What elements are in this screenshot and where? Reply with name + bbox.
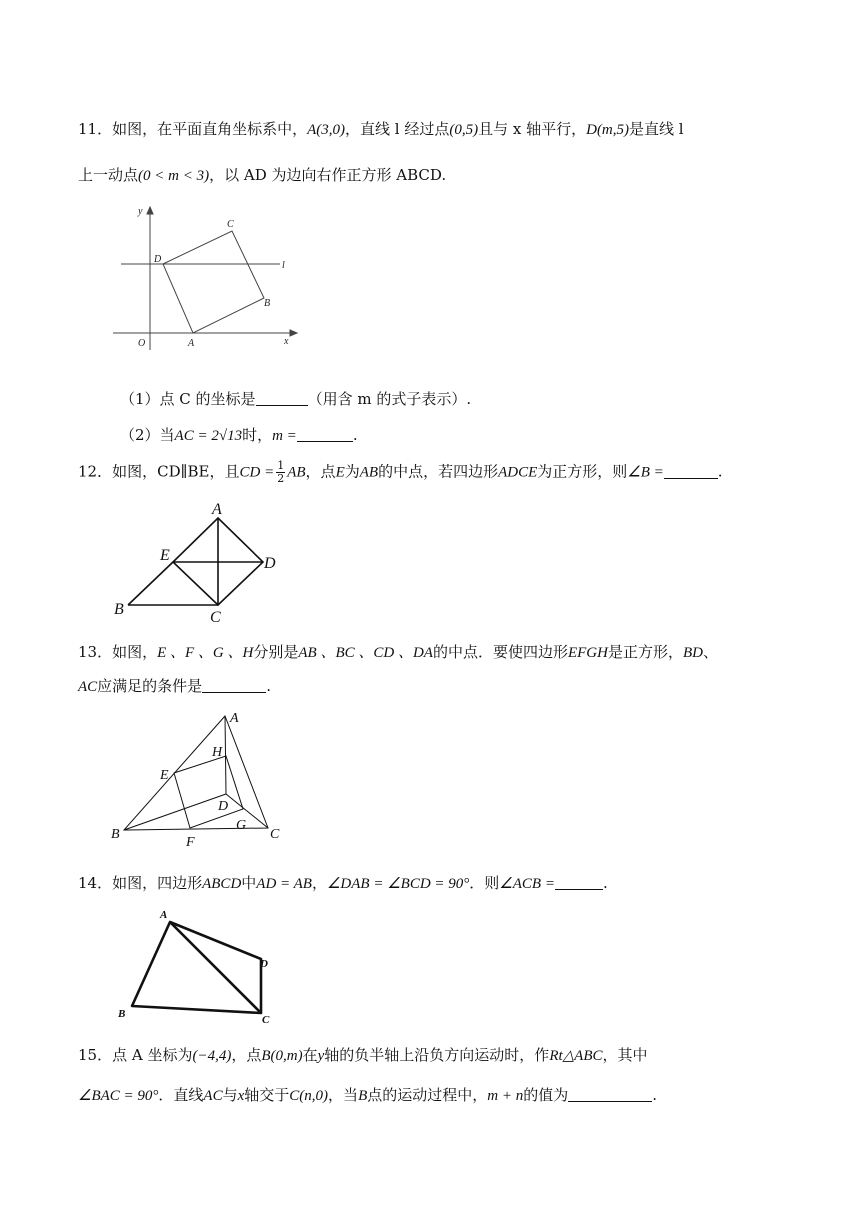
q12-frac-den: 2 — [277, 472, 285, 485]
q12-fraction — [276, 460, 285, 485]
q12-text-4: 的中点，若四边形 — [378, 462, 499, 481]
q14-text-2: 中 — [241, 874, 257, 892]
q11-label-a: A — [188, 338, 195, 349]
q11-figure — [108, 200, 308, 370]
q12-label-e: E — [160, 547, 170, 564]
q13-quad-efgh — [174, 756, 243, 828]
q12-ab: AB — [287, 464, 306, 481]
q12-end: . — [717, 462, 723, 481]
q13-vars: E 、F 、G 、H — [157, 645, 254, 661]
q12-label-d: D — [264, 555, 276, 572]
q13-line2 — [78, 675, 271, 696]
q11-text-1: 如图，在平面直角坐标系中， — [112, 120, 308, 138]
q11-text-3: 且与 x 轴平行， — [478, 120, 587, 138]
q15-text-5: ，其中 — [602, 1046, 648, 1064]
q13-label-b: B — [111, 827, 120, 842]
q14-end: . — [602, 874, 608, 892]
q15-rt-triangle: Rt△ABC — [549, 1048, 603, 1064]
q12-segment-eb — [128, 562, 173, 605]
q12-answer-blank[interactable] — [664, 464, 718, 479]
q11-y-arrow-icon — [147, 207, 153, 214]
q13-segs: AB 、BC 、CD 、DA — [298, 645, 433, 661]
q11-sub2-eq: AC = 2√13 — [174, 428, 243, 444]
q11-answer-blank-2[interactable] — [297, 427, 353, 442]
q14-label-a: A — [160, 909, 168, 921]
q12-text-5: 为正方形，则 — [537, 462, 628, 481]
q14-eq1: AD = AB — [256, 876, 312, 892]
q15-angle: ∠BAC = 90° — [78, 1088, 159, 1104]
q15-text-4: 轴的负半轴上沿负方向运动时，作 — [324, 1046, 550, 1064]
q15-point-b: B(0,m) — [261, 1048, 303, 1064]
q15-text-3: 在 — [302, 1046, 318, 1064]
q13-label-f: F — [186, 835, 195, 850]
q13-label-e: E — [160, 768, 169, 783]
q15-ac: AC — [203, 1088, 223, 1104]
q14-text-4: ．则 — [469, 874, 500, 892]
q13-text-3: 的中点．要使四边形 — [432, 643, 568, 661]
q15-text-10: 点的运动过程中， — [367, 1086, 488, 1104]
q14-label-c: C — [262, 1014, 270, 1026]
q14-label-d: D — [260, 958, 268, 970]
q13-text-1: 如图， — [112, 643, 158, 661]
q14-label-b: B — [118, 1008, 126, 1020]
q15-b: B — [358, 1088, 368, 1104]
q11-text-5: 上一动点 — [78, 166, 139, 184]
q11-label-o: O — [138, 338, 146, 349]
q13-efgh: EFGH — [567, 645, 608, 661]
q13-number: 13． — [78, 643, 113, 661]
q12-label-c: C — [210, 609, 221, 626]
q13-label-c: C — [270, 827, 280, 842]
q11-point-d: D(m,5) — [586, 122, 630, 138]
q11-point-05: (0,5) — [449, 122, 479, 138]
q11-sub2-end: . — [352, 426, 358, 444]
q15-text-8: 轴交于 — [244, 1086, 290, 1104]
q13-text-6: 应满足的条件是 — [97, 677, 203, 695]
q15-text-7: 与 — [222, 1086, 238, 1104]
q15-mn: m + n — [487, 1088, 524, 1104]
q14-abcd: ABCD — [202, 876, 242, 892]
q15-point-a: (−4,4) — [192, 1048, 232, 1064]
q13-ac: AC — [78, 679, 98, 695]
q14-figure — [112, 905, 282, 1025]
q13-bd: BD — [682, 645, 703, 661]
q11-sub2-text: （2）当 — [120, 426, 175, 444]
q15-text-9: ，当 — [328, 1086, 359, 1104]
q13-label-h: H — [212, 745, 223, 760]
q11-label-y: y — [138, 206, 143, 217]
q11-sub1-text: （1）点 C 的坐标是 — [120, 390, 256, 408]
q11-label-c: C — [227, 219, 234, 230]
q12-ab-2: AB — [359, 464, 379, 481]
q11-sub2-m: m = — [272, 428, 297, 444]
q13-label-a: A — [230, 711, 239, 726]
q12-line1 — [78, 460, 723, 485]
q11-sub1 — [120, 388, 471, 409]
q11-text-2: ，直线 l 经过点 — [345, 120, 450, 138]
q14-quad-abcd — [132, 922, 261, 1013]
q14-number: 14． — [78, 874, 113, 892]
q15-text-2: ，点 — [231, 1046, 262, 1064]
q11-line2 — [78, 164, 446, 185]
q12-figure — [110, 500, 290, 630]
q15-text-11: 的值为 — [523, 1086, 569, 1104]
q11-line1 — [78, 118, 684, 139]
q11-answer-blank-1[interactable] — [256, 391, 308, 406]
q15-text-6: ．直线 — [158, 1086, 204, 1104]
q13-line1 — [78, 641, 718, 662]
q15-line2 — [78, 1084, 657, 1105]
q11-square-abcd — [163, 231, 264, 333]
q13-label-d: D — [218, 799, 229, 814]
q12-text-1: 如图，CD∥BE，且 — [112, 462, 240, 481]
q14-ask: ∠ACB = — [499, 876, 555, 892]
q11-label-x: x — [284, 336, 289, 347]
q13-label-g: G — [236, 818, 247, 833]
q15-number: 15． — [78, 1046, 113, 1064]
q12-angle-b: ∠B = — [627, 464, 664, 481]
q13-text-4: 是正方形， — [607, 643, 683, 661]
q11-range: (0 < m < 3) — [138, 168, 210, 184]
q13-end: . — [266, 677, 271, 695]
q12-adce: ADCE — [498, 464, 538, 481]
q15-line1 — [78, 1044, 648, 1065]
q11-x-arrow-icon — [290, 330, 297, 336]
q13-figure — [108, 706, 298, 850]
q12-frac-num: 1 — [277, 459, 285, 472]
q12-label-b: B — [114, 601, 124, 618]
q13-answer-blank[interactable] — [202, 678, 266, 693]
q14-diagonal-ac — [170, 922, 261, 1013]
q11-label-d: D — [154, 254, 162, 265]
q14-answer-blank[interactable] — [555, 875, 603, 890]
q11-number: 11． — [78, 120, 113, 138]
q15-text-1: 点 A 坐标为 — [112, 1046, 193, 1064]
q13-text-5: 、 — [702, 643, 718, 661]
q14-eq2: ∠DAB = ∠BCD = 90° — [326, 876, 470, 892]
q15-y: y — [317, 1048, 325, 1064]
q11-label-l: l — [282, 260, 285, 271]
q13-triangle-abc — [124, 716, 268, 830]
q13-segment-ad — [225, 716, 226, 794]
q11-text-6: ，以 AD 为边向右作正方形 ABCD. — [209, 166, 447, 184]
q12-e: E — [335, 464, 345, 481]
q14-line1 — [78, 872, 608, 893]
q11-sub2 — [120, 424, 358, 445]
q15-end: . — [652, 1086, 658, 1104]
q14-text-1: 如图，四边形 — [112, 874, 203, 892]
q12-text-3: 为 — [344, 462, 360, 481]
q13-text-2: 分别是 — [253, 643, 299, 661]
q11-sub2-text-2: 时， — [242, 426, 273, 444]
q12-label-a: A — [212, 501, 222, 518]
q15-answer-blank[interactable] — [568, 1087, 652, 1102]
q15-point-c: C(n,0) — [289, 1088, 329, 1104]
q11-sub1-note: （用含 m 的式子表示）. — [307, 390, 472, 408]
q11-label-b: B — [264, 298, 271, 309]
q12-number: 12． — [78, 462, 113, 481]
q12-cd: CD = — [239, 464, 275, 481]
q15-x: x — [237, 1088, 245, 1104]
q11-text-4: 是直线 l — [629, 120, 684, 138]
q11-point-a: A(3,0) — [307, 122, 346, 138]
q12-text-2: ，点 — [305, 462, 336, 481]
q14-text-3: ， — [311, 874, 327, 892]
